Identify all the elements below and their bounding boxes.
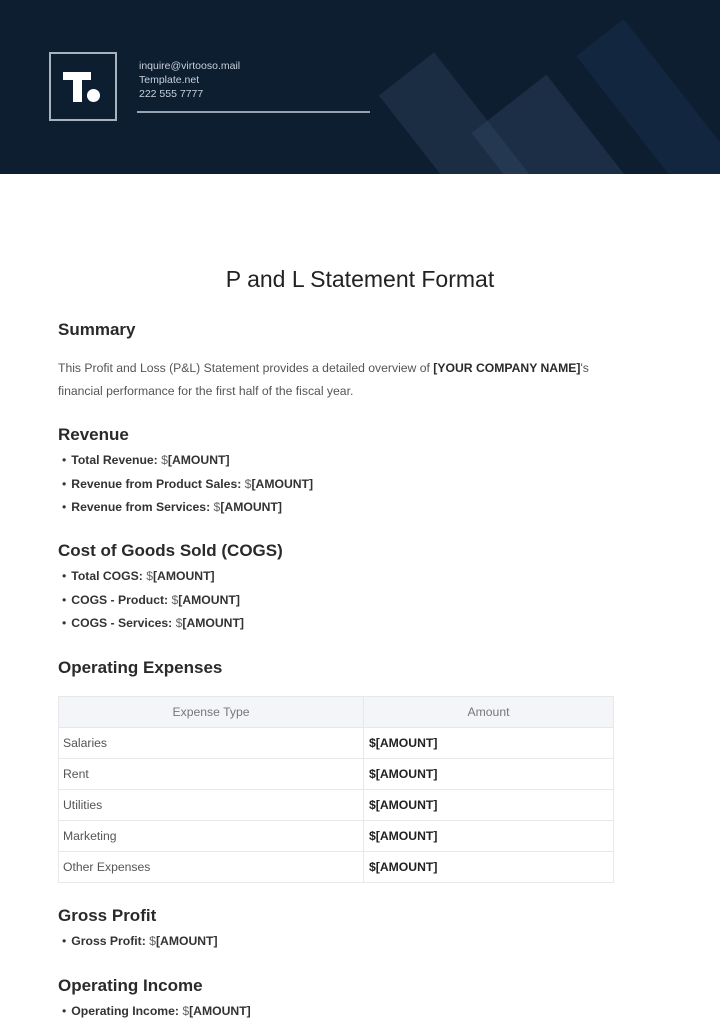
column-header-expense-type: Expense Type [59,697,364,728]
amount-placeholder: [AMOUNT] [178,592,240,607]
gross-profit-list [62,930,218,954]
logo-t-stem [73,72,82,102]
list-item [62,473,313,497]
expense-type-cell: Marketing [59,821,364,852]
amount-cell: $[AMOUNT] [364,790,614,821]
item-label: Total COGS: [71,569,143,583]
summary-paragraph [58,357,618,403]
cogs-list [62,565,244,636]
amount-cell: $[AMOUNT] [364,728,614,759]
list-item [62,589,244,613]
column-header-amount: Amount [364,697,614,728]
contact-email[interactable]: inquire@virtooso.mail [139,60,241,72]
logo-dot [87,89,100,102]
table-header-row [59,697,614,728]
contact-info [139,59,240,101]
letterhead-banner [0,0,720,174]
revenue-heading: Revenue [58,425,129,444]
item-label: Revenue from Product Sales: [71,476,242,491]
currency-symbol: $ [146,569,153,583]
list-item [62,1000,251,1019]
summary-heading: Summary [58,320,136,339]
amount-cell: $[AMOUNT] [364,759,614,790]
amount-placeholder: [AMOUNT] [153,569,215,583]
expense-type-cell: Utilities [59,790,364,821]
contact-website[interactable]: Template.net [139,74,200,86]
amount-placeholder: [AMOUNT] [251,476,314,491]
currency-symbol: $ [182,1004,190,1018]
currency-symbol: $ [149,934,156,948]
operating-expenses-table [58,696,614,883]
amount-cell: $[AMOUNT] [364,821,614,852]
expense-type-cell: Salaries [59,728,364,759]
amount-placeholder: [AMOUNT] [155,934,218,948]
amount-placeholder: [AMOUNT] [167,453,230,467]
item-label: Total Revenue: [71,453,158,467]
list-item [62,449,313,473]
cogs-heading: Cost of Goods Sold (COGS) [58,541,283,560]
currency-symbol: $ [171,592,179,607]
item-label: COGS - Product: [71,592,169,607]
summary-text-after: 's financial performance for the first half of the fiscal year. [58,361,589,398]
table-row [59,728,614,759]
list-item [62,565,244,589]
currency-symbol: $ [161,453,168,467]
document-title: P and L Statement Format [225,266,495,292]
header-divider [137,111,370,113]
amount-placeholder: [AMOUNT] [220,500,282,514]
list-item [62,930,218,954]
table-row [59,790,614,821]
item-label: Revenue from Services: [71,500,211,514]
table-row [59,821,614,852]
operating-expenses-heading: Operating Expenses [58,658,223,677]
expense-type-cell: Rent [59,759,364,790]
table-row [59,852,614,883]
item-label: Gross Profit: [71,934,146,948]
summary-text-before: This Profit and Loss (P&L) Statement provides a detailed overview of [58,361,434,375]
list-item [62,612,244,636]
contact-phone: 222 555 7777 [139,88,204,100]
company-name-placeholder: [YOUR COMPANY NAME] [433,361,581,375]
expense-type-cell: Other Expenses [59,852,364,883]
amount-placeholder: [AMOUNT] [189,1004,251,1018]
item-label: Operating Income: [71,1004,179,1018]
currency-symbol: $ [244,476,252,491]
amount-cell: $[AMOUNT] [364,852,614,883]
company-logo-icon [49,52,117,121]
operating-income-heading: Operating Income [58,976,203,995]
revenue-list [62,449,313,520]
operating-income-list [62,1000,251,1019]
list-item [62,496,313,520]
gross-profit-heading: Gross Profit [58,906,157,925]
amount-placeholder: [AMOUNT] [182,616,244,630]
currency-symbol: $ [213,500,221,514]
currency-symbol: $ [175,616,183,630]
item-label: COGS - Services: [71,616,173,630]
table-row [59,759,614,790]
